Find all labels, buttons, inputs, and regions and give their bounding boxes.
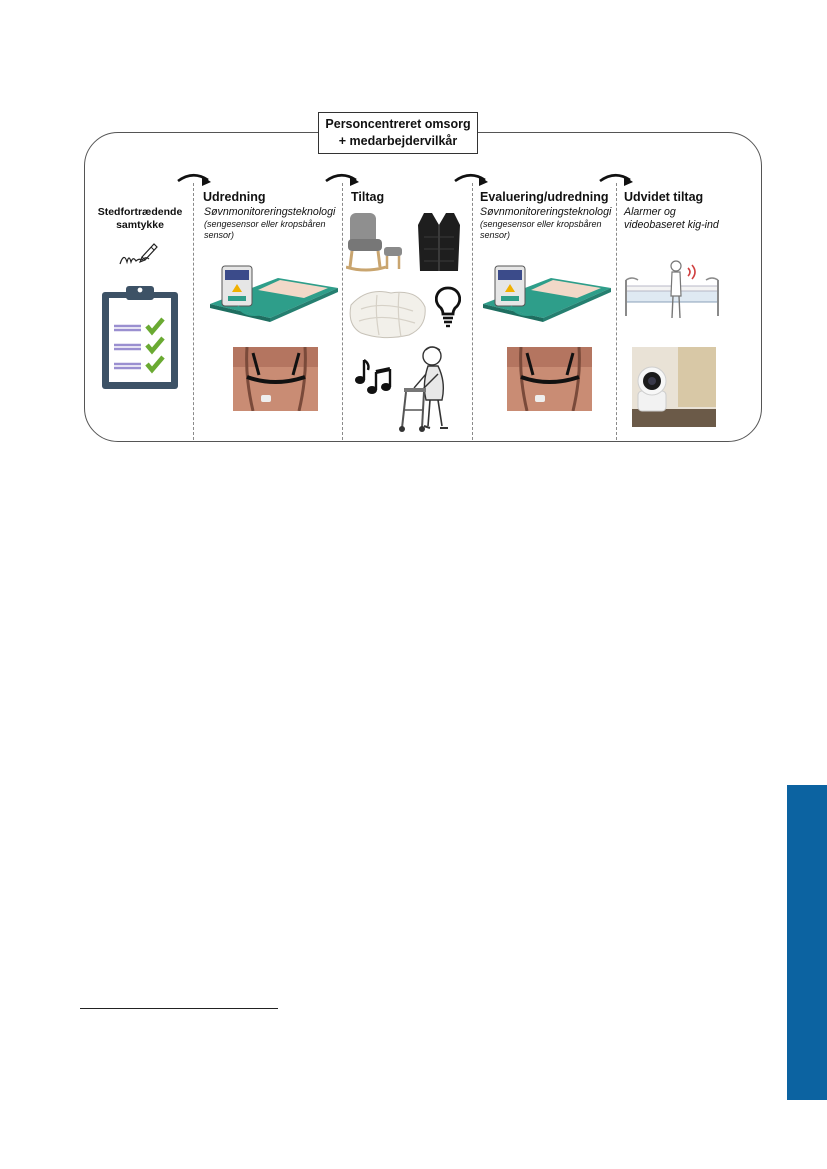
stage-sub-line: sensor) <box>480 230 511 240</box>
consent-label <box>92 206 188 232</box>
stage-sub-line: (sengesensor eller kropsbåren <box>480 219 602 229</box>
diagram-title-box <box>318 112 478 154</box>
stage-sub-line: Alarmer og <box>624 206 676 218</box>
stage-heading-udvidet-tiltag: Udvidet tiltag <box>624 190 704 204</box>
stage-heading-udredning: Udredning <box>203 190 266 204</box>
stage-heading-tiltag: Tiltag <box>351 190 385 204</box>
consent-line-1: Stedfortrædende <box>97 206 183 218</box>
signature-pen-icon <box>118 240 160 275</box>
bed-sensor-mat-icon <box>481 262 613 329</box>
music-notes-icon <box>354 356 394 401</box>
stage-sub-line: sensor) <box>204 230 235 240</box>
body-worn-sensor-photo <box>507 347 592 411</box>
stage-heading-evaluering: Evaluering/udredning <box>480 190 609 204</box>
curved-arrow-icon <box>175 168 215 192</box>
duvet-icon <box>347 283 427 346</box>
side-tab <box>787 785 827 1100</box>
curved-arrow-icon <box>597 168 637 192</box>
person-with-walker-icon <box>398 344 464 439</box>
stage-sub-line: (sengesensor eller kropsbåren <box>204 219 326 229</box>
diagram-title-line-2: + medarbejdervilkår <box>338 134 458 148</box>
bed-alarm-icon <box>622 256 722 325</box>
lightbulb-icon <box>435 286 461 333</box>
stage-sub-line: Søvnmonitoreringsteknologi <box>480 206 612 218</box>
clipboard-checklist-icon <box>101 284 179 395</box>
bed-sensor-mat-icon <box>208 262 340 329</box>
diagram-title-line-1: Personcentreret omsorg <box>325 117 471 131</box>
divider <box>616 183 617 440</box>
divider <box>472 183 473 440</box>
stage-sub-line: videobaseret kig-ind <box>624 219 719 231</box>
consent-line-2: samtykke <box>116 219 164 231</box>
weighted-vest-icon <box>416 211 462 278</box>
body-worn-sensor-photo <box>233 347 318 411</box>
divider <box>342 183 343 440</box>
footnote-separator <box>80 1008 278 1009</box>
curved-arrow-icon <box>323 168 363 192</box>
rocking-chair-icon <box>346 209 404 278</box>
divider <box>193 183 194 440</box>
stage-sub-line: Søvnmonitoreringsteknologi <box>204 206 336 218</box>
video-camera-icon <box>632 347 716 427</box>
curved-arrow-icon <box>452 168 492 192</box>
